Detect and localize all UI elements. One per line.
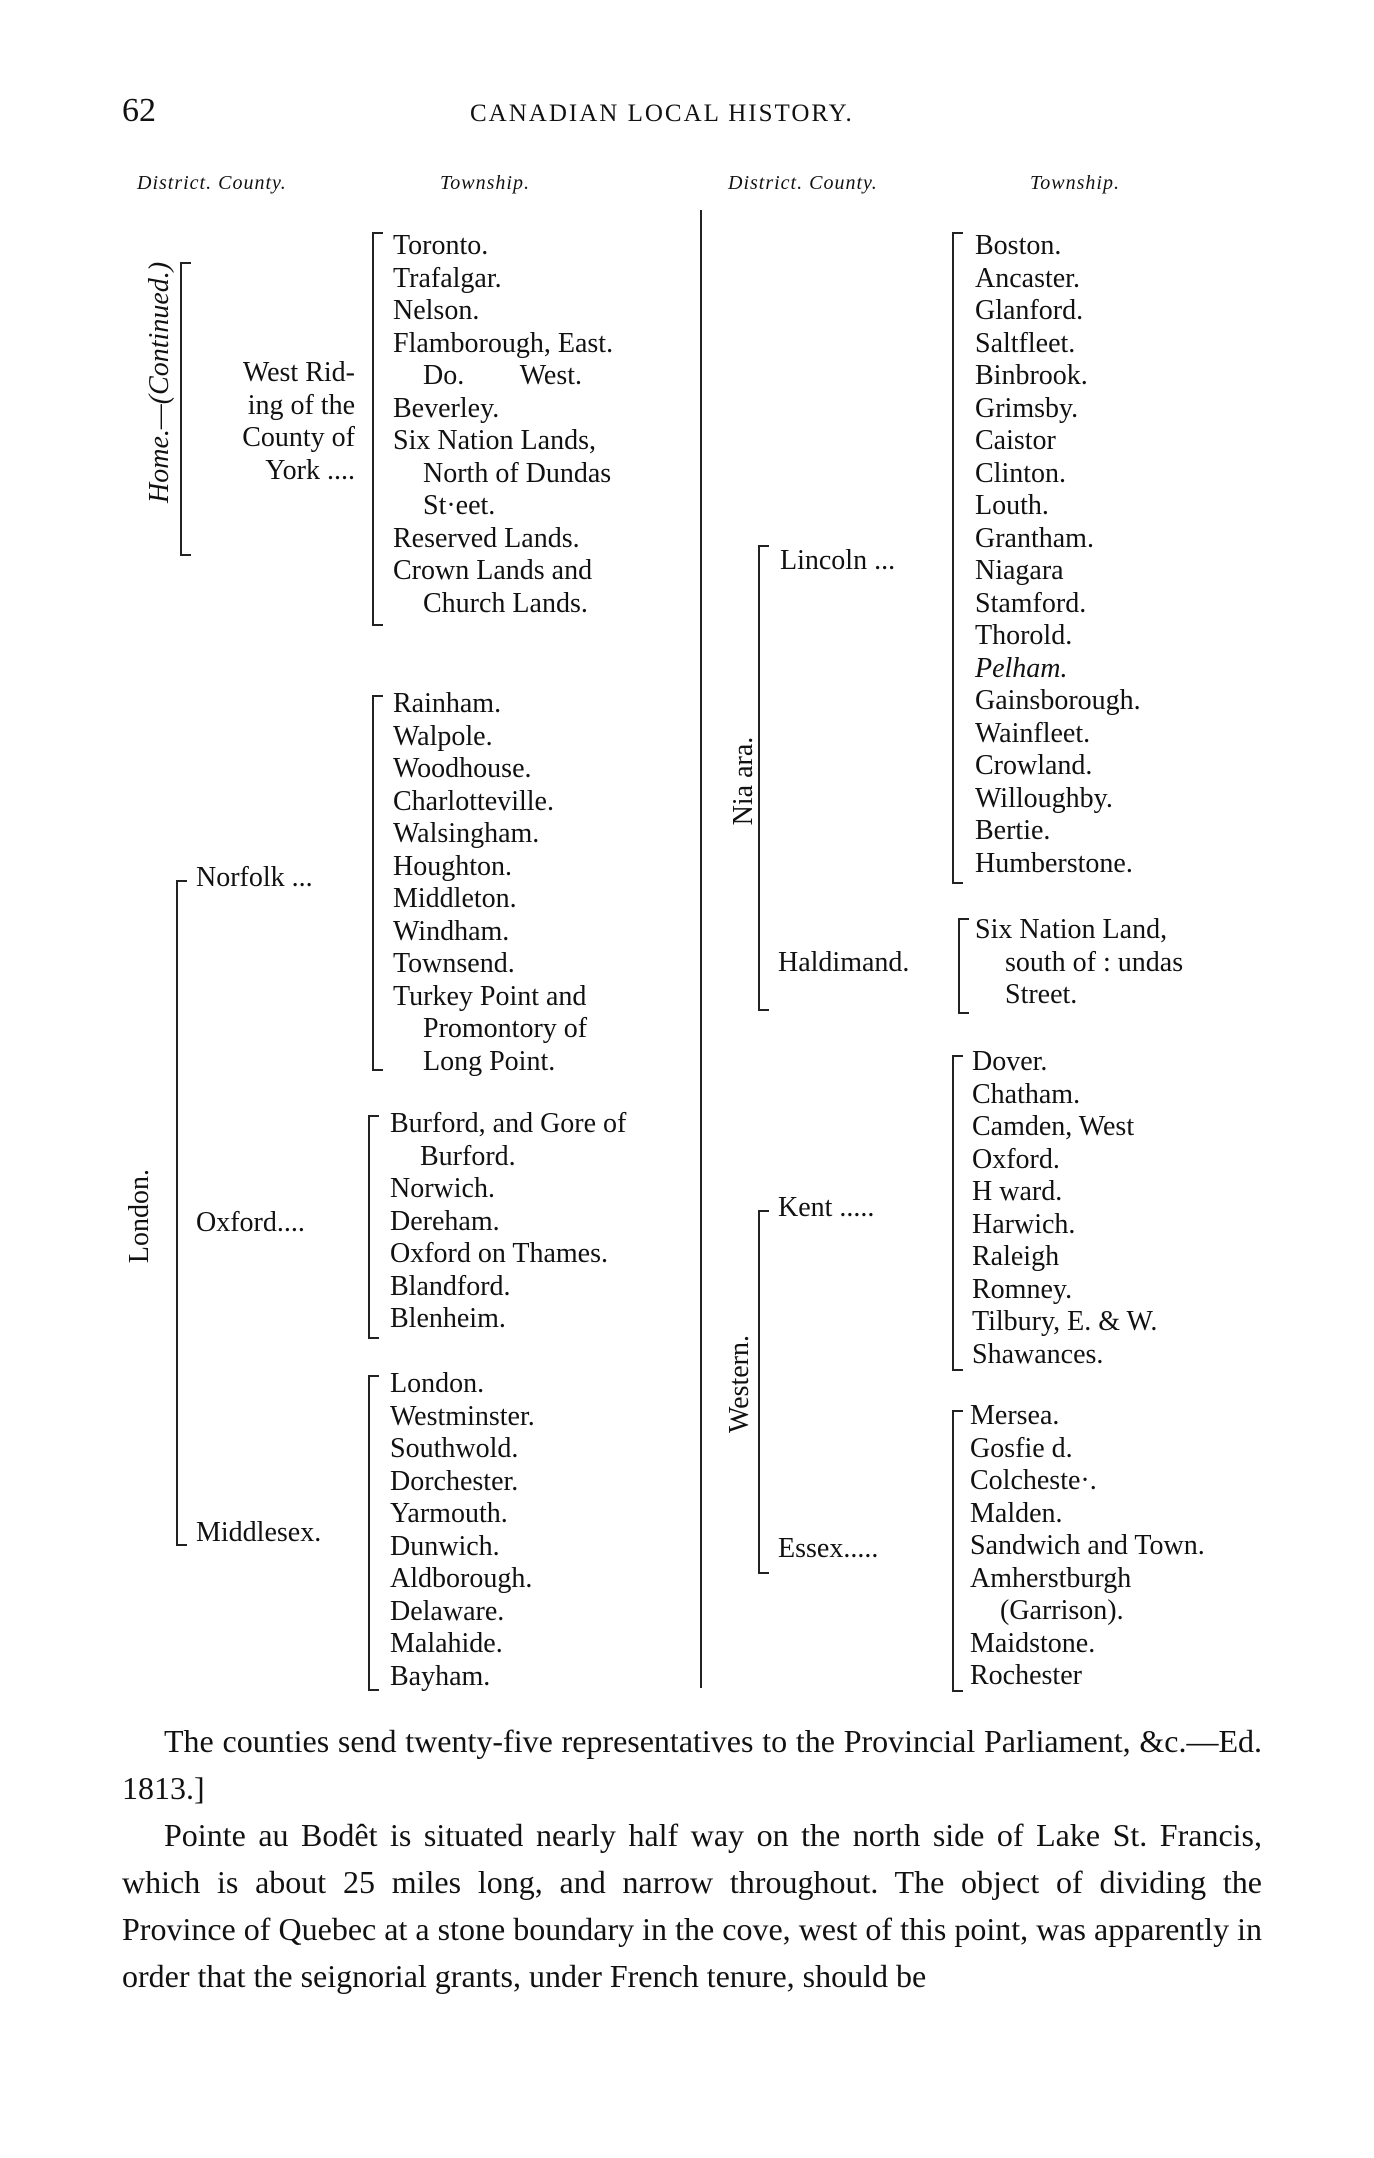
- brace-essex-townships: [952, 1410, 963, 1692]
- brace-oxford-townships: [368, 1115, 379, 1339]
- paragraph-pointe-au-bodet: Pointe au Bodêt is situated nearly half way on the north side of Lake St. Francis, which is about 25 miles long, and narrow throughout. The object of dividing the Province of Quebec at a stone boundary in the cove, west of this point, was apparently in order that the seignorial grants, under French tenure, should be: [122, 1817, 1262, 1994]
- county-middlesex: Middlesex.: [196, 1517, 322, 1548]
- township-list-west-riding: Toronto. Trafalgar. Nelson. Flamborough, East. Do. West. Beverley. Six Nation Lands, North of Dundas St·eet. Reserved Lands. Crown Lands and Church Lands.: [393, 230, 614, 619]
- district-niagara: Nia ara.: [728, 736, 759, 826]
- brace-norfolk-townships: [372, 695, 383, 1071]
- brace-haldimand-townships: [958, 918, 969, 1014]
- district-home: Home.—(Continued.): [144, 261, 175, 503]
- township-list-kent: Dover. Chatham. Camden, West Oxford. H ward. Harwich. Raleigh Romney. Tilbury, E. & W. Shawances.: [972, 1046, 1158, 1370]
- district-western: Western.: [724, 1334, 755, 1434]
- township-list-oxford: Burford, and Gore of Burford. Norwich. Dereham. Oxford on Thames. Blandford. Blenheim.: [390, 1108, 627, 1334]
- col-header-district-county-right: District. County.: [728, 172, 878, 194]
- col-header-district-county-left: District. County.: [137, 172, 287, 194]
- township-list-middlesex: London. Westminster. Southwold. Dorchester. Yarmouth. Dunwich. Aldborough. Delaware. Malahide. Bayham.: [390, 1368, 535, 1692]
- paragraph-provincial-parliament: The counties send twenty-five representatives to the Provincial Parliament, &c.—Ed. 1813.]: [122, 1723, 1262, 1806]
- township-list-lincoln: Boston. Ancaster. Glanford. Saltfleet. Binbrook. Grimsby. Caistor Clinton. Louth. Grantham. Niagara Stamford. Thorold. Pelham. Gainsborough. Wainfleet. Crowland. Willoughby. Bertie. Humberstone.: [975, 230, 1141, 879]
- brace-middlesex-townships: [368, 1375, 379, 1691]
- county-kent: Kent .....: [778, 1192, 875, 1223]
- district-london: London.: [124, 1168, 155, 1264]
- township-list-norfolk: Rainham. Walpole. Woodhouse. Charlotteville. Walsingham. Houghton. Middleton. Windham. Townsend. Turkey Point and Promontory of Long Point.: [393, 688, 588, 1077]
- county-west-riding-york: West Rid- ing of the County of York ....: [242, 357, 355, 486]
- township-list-haldimand: Six Nation Land, south of : undas Street.: [975, 914, 1184, 1010]
- page-number: 62: [122, 92, 156, 129]
- township-list-essex: Mersea. Gosfie d. Colcheste·. Malden. Sandwich and Town. Amherstburgh (Garrison). Maidstone. Rochester: [970, 1400, 1205, 1691]
- county-oxford: Oxford....: [196, 1207, 305, 1238]
- county-essex: Essex.....: [778, 1533, 879, 1564]
- brace-home-district: [180, 262, 191, 556]
- brace-west-riding-townships: [372, 232, 383, 626]
- column-divider: [700, 210, 702, 1688]
- brace-western-district: [758, 1210, 769, 1574]
- brace-lincoln-townships: [952, 232, 963, 884]
- brace-niagara-district: [758, 545, 769, 1011]
- brace-london-district: [176, 880, 187, 1546]
- running-head: CANADIAN LOCAL HISTORY.: [470, 100, 854, 127]
- brace-kent-townships: [952, 1055, 963, 1371]
- county-norfolk: Norfolk ...: [196, 862, 313, 893]
- col-header-township-left: Township.: [440, 172, 530, 194]
- county-haldimand: Haldimand.: [778, 947, 910, 978]
- col-header-township-right: Township.: [1030, 172, 1120, 194]
- county-lincoln: Lincoln ...: [780, 545, 896, 576]
- body-text: [122, 1718, 1262, 2000]
